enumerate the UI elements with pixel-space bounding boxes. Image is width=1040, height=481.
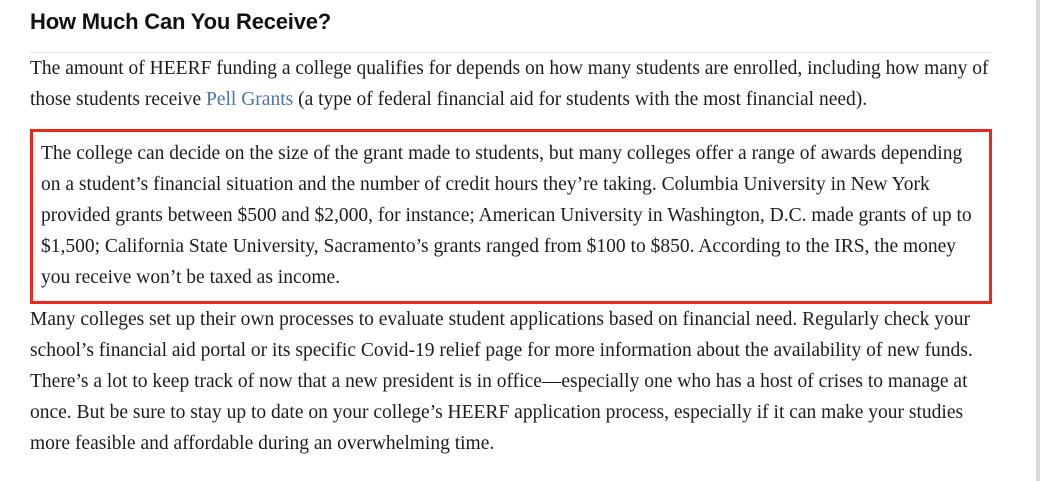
section-heading: How Much Can You Receive?: [30, 9, 332, 34]
paragraph-1-text-after-link: (a type of federal financial aid for students with the most financial need).: [293, 89, 868, 110]
paragraph-3: Many colleges set up their own processes to evaluate student applications based on financial need. Regularly check your school’s financial aid portal or its specific Covid-19 relief page for more information about the availability of new funds.: [30, 309, 973, 361]
paragraph-1: [30, 53, 992, 115]
paragraph-4: There’s a lot to keep track of now that a new president is in office—especially one who has a host of crises to manage at once. But be sure to stay up to date on your college’s HEERF application process, especially if it can make your studies more feasible and affordable during an overwhelming time.: [30, 371, 968, 454]
highlighted-passage-box: [30, 129, 992, 304]
pell-grants-link[interactable]: Pell Grants: [206, 89, 294, 110]
article-content: [30, 0, 992, 459]
page-right-rule: [1036, 0, 1040, 481]
paragraph-1-text-before-link: The amount of HEERF funding a college qualifies for depends on how many students are enrolled, including how many of those students receive: [30, 58, 989, 110]
paragraph-2: The college can decide on the size of the grant made to students, but many colleges offer a range of awards depending on a student’s financial situation and the number of credit hours they’re taking. Columbia University in New York provided grants between $500 and $2,000, for instance; American University in Washington, D.C. made grants of up to $1,500; California State University, Sacramento’s grants ranged from $100 to $850. According to the IRS, the money you receive won’t be taxed as income.: [41, 143, 972, 288]
